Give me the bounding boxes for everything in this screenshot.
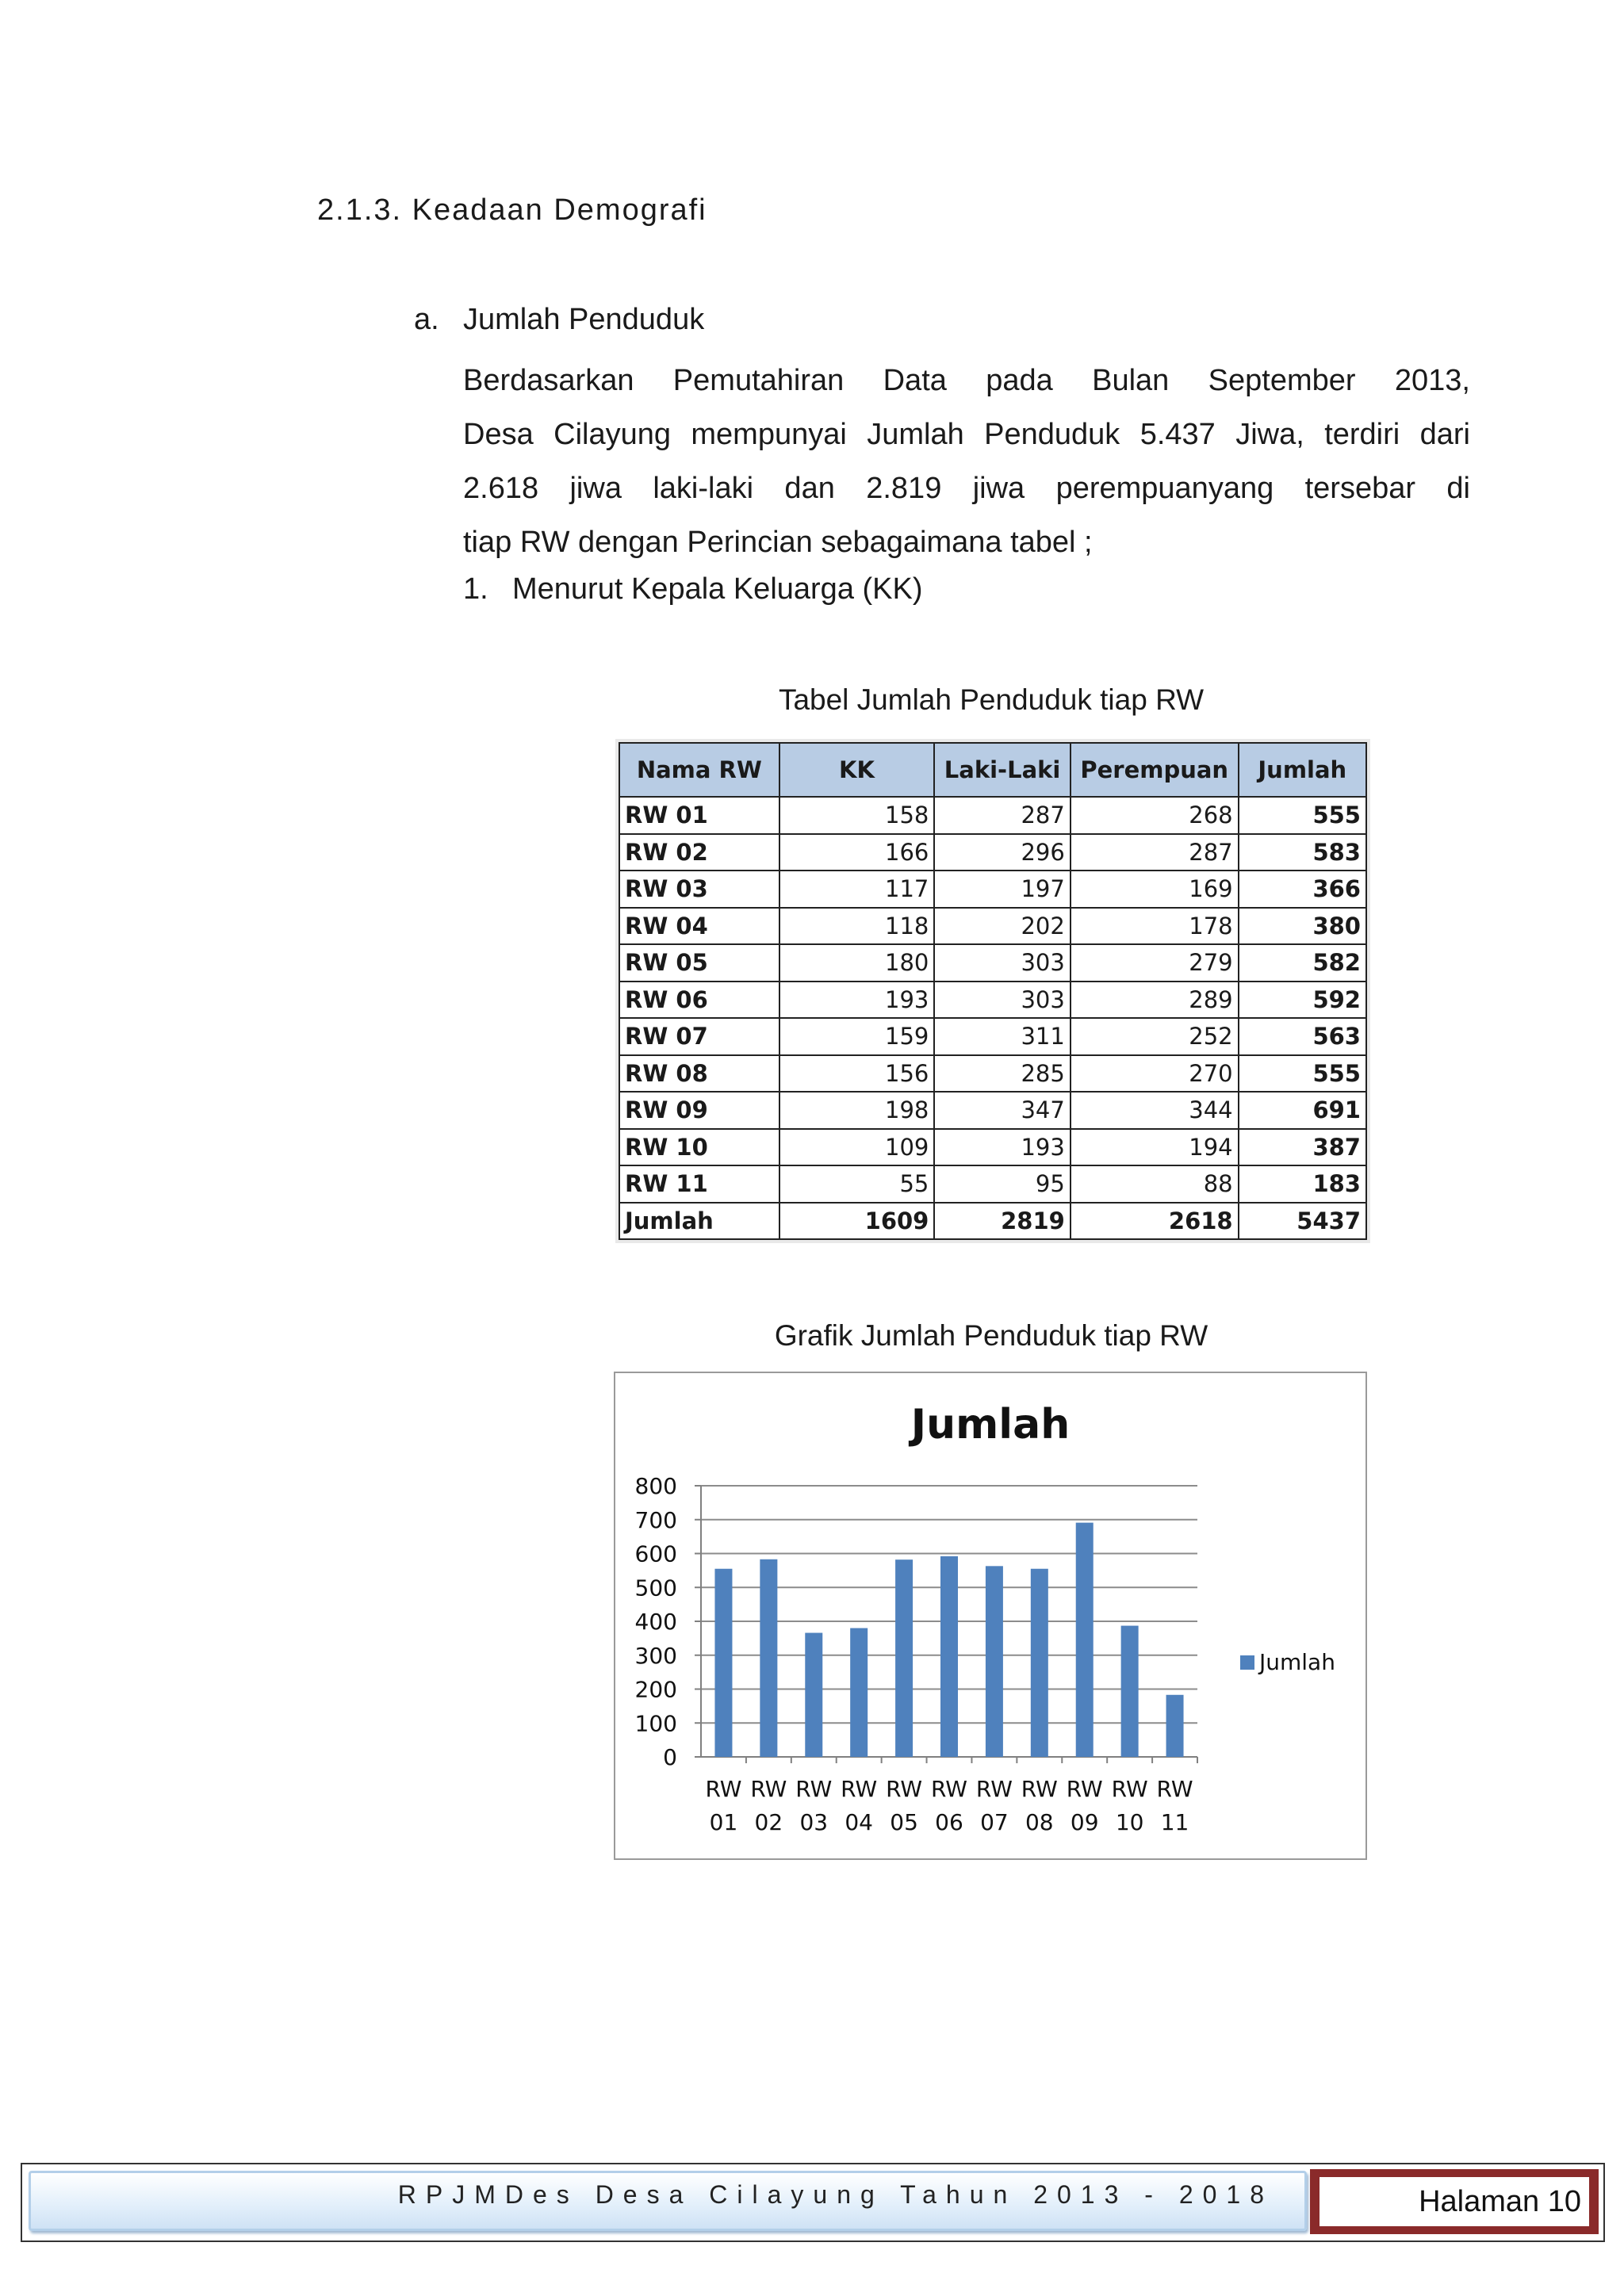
footer-text: RPJMDes Desa Cilayung Tahun 2013 - 2018 [397,2180,1274,2209]
subsection-title: Jumlah Penduduk [463,303,705,336]
table-cell: 158 [779,797,935,834]
table-cell: 109 [779,1129,935,1166]
paragraph-line: 2.618 jiwa laki-laki dan 2.819 jiwa perempuanyang tersebar di [463,472,1470,505]
table-cell: 592 [1239,982,1366,1019]
table-cell: 2618 [1071,1203,1239,1240]
table-cell: 2819 [934,1203,1070,1240]
table-cell: 303 [934,982,1070,1019]
rw-name-cell: RW 02 [619,834,779,871]
x-tick-label: RW 08 [1021,1776,1058,1835]
list-item-number: 1. [463,572,488,606]
legend-label: Jumlah [1259,1649,1335,1675]
y-tick-label: 500 [634,1575,677,1601]
column-header: Laki-Laki [934,743,1070,797]
table-cell: 366 [1239,871,1366,908]
bar [805,1633,822,1757]
column-header: Perempuan [1071,743,1239,797]
bar [986,1566,1003,1757]
x-tick-label: RW 06 [930,1776,968,1835]
rw-name-cell: RW 11 [619,1165,779,1203]
y-tick-label: 600 [634,1540,677,1567]
rw-name-cell: Jumlah [619,1203,779,1240]
table-row [619,1055,1366,1093]
table-cell: 117 [779,871,935,908]
bar [940,1556,958,1757]
rw-name-cell: RW 09 [619,1092,779,1129]
bar [714,1569,732,1757]
rw-name-cell: RW 05 [619,944,779,982]
column-header: Nama RW [619,743,779,797]
bar [760,1559,777,1757]
rw-name-cell: RW 10 [619,1129,779,1166]
rw-name-cell: RW 01 [619,797,779,834]
chart-title: Jumlah [910,1401,1071,1448]
page-number: Halaman 10 [1320,2177,1589,2226]
table-cell: 5437 [1239,1203,1366,1240]
x-tick-label: RW 09 [1066,1776,1103,1835]
table-cell: 193 [934,1129,1070,1166]
table-cell: 555 [1239,797,1366,834]
y-tick-label: 700 [634,1506,677,1533]
table-cell: 197 [934,871,1070,908]
subsection-heading [414,303,704,337]
table-cell: 583 [1239,834,1366,871]
y-tick-label: 0 [663,1744,677,1770]
table-cell: 296 [934,834,1070,871]
table-cell: 159 [779,1018,935,1055]
table-cell: 347 [934,1092,1070,1129]
list-item-text: Menurut Kepala Keluarga (KK) [512,572,923,606]
table-row [619,834,1366,871]
rw-name-cell: RW 08 [619,1055,779,1093]
population-table-frame [615,739,1370,1243]
table-row [619,1018,1366,1055]
table-cell: 311 [934,1018,1070,1055]
bar-chart [614,1372,1367,1860]
column-header: Jumlah [1239,743,1366,797]
table-cell: 193 [779,982,935,1019]
rw-name-cell: RW 04 [619,908,779,945]
y-tick-label: 200 [634,1676,677,1703]
population-table [619,742,1367,1240]
table-cell: 88 [1071,1165,1239,1203]
x-tick-label: RW 07 [975,1776,1013,1835]
table-cell: 303 [934,944,1070,982]
table-cell: 169 [1071,871,1239,908]
table-cell: 289 [1071,982,1239,1019]
legend-swatch [1240,1655,1254,1670]
table-cell: 1609 [779,1203,935,1240]
x-tick-label: RW 10 [1111,1776,1148,1835]
table-cell: 202 [934,908,1070,945]
table-cell: 691 [1239,1092,1366,1129]
table-cell: 198 [779,1092,935,1129]
y-tick-label: 400 [634,1609,677,1635]
list-item [463,572,923,607]
table-cell: 156 [779,1055,935,1093]
paragraph-line: Desa Cilayung mempunyai Jumlah Penduduk 5.437 Jiwa, terdiri dari [463,418,1470,451]
bar [1076,1523,1094,1757]
chart-canvas [615,1373,1365,1858]
table-total-row [619,1203,1366,1240]
y-tick-label: 800 [634,1473,677,1499]
intro-paragraph [463,354,1470,569]
table-cell: 279 [1071,944,1239,982]
page-number-box [1310,2169,1599,2234]
table-row [619,797,1366,834]
x-tick-label: RW 04 [841,1776,878,1835]
bar [1121,1626,1139,1757]
table-cell: 582 [1239,944,1366,982]
rw-name-cell: RW 03 [619,871,779,908]
table-cell: 380 [1239,908,1366,945]
bar [1031,1569,1048,1757]
paragraph-line: tiap RW dengan Perincian sebagaimana tabel ; [463,526,1093,559]
subsection-number: a. [414,303,439,336]
table-cell: 287 [1071,834,1239,871]
table-cell: 387 [1239,1129,1366,1166]
rw-name-cell: RW 06 [619,982,779,1019]
table-header-row [619,743,1366,797]
bar [895,1559,913,1757]
table-cell: 95 [934,1165,1070,1203]
table-cell: 55 [779,1165,935,1203]
table-caption: Tabel Jumlah Penduduk tiap RW [778,683,1205,716]
table-row [619,1092,1366,1129]
y-tick-label: 300 [634,1642,677,1669]
rw-name-cell: RW 07 [619,1018,779,1055]
bar [1166,1695,1184,1757]
table-cell: 178 [1071,908,1239,945]
table-cell: 252 [1071,1018,1239,1055]
table-cell: 555 [1239,1055,1366,1093]
table-row [619,944,1366,982]
table-cell: 344 [1071,1092,1239,1129]
x-tick-label: RW 02 [750,1776,787,1835]
section-title: 2.1.3. Keadaan Demografi [317,193,707,227]
table-cell: 183 [1239,1165,1366,1203]
table-cell: 268 [1071,797,1239,834]
table-row [619,1129,1366,1166]
table-cell: 194 [1071,1129,1239,1166]
table-cell: 285 [934,1055,1070,1093]
table-cell: 270 [1071,1055,1239,1093]
y-tick-label: 100 [634,1710,677,1737]
table-cell: 118 [779,908,935,945]
table-row [619,1165,1366,1203]
table-cell: 287 [934,797,1070,834]
x-tick-label: RW 11 [1156,1776,1193,1835]
table-row [619,982,1366,1019]
bar [850,1628,868,1757]
x-tick-label: RW 05 [886,1776,923,1835]
x-tick-label: RW 03 [795,1776,833,1835]
chart-caption: Grafik Jumlah Penduduk tiap RW [774,1319,1208,1352]
paragraph-line: Berdasarkan Pemutahiran Data pada Bulan September 2013, [463,364,1470,397]
table-row [619,871,1366,908]
table-row [619,908,1366,945]
column-header: KK [779,743,935,797]
table-cell: 563 [1239,1018,1366,1055]
table-cell: 180 [779,944,935,982]
x-tick-label: RW 01 [705,1776,742,1835]
table-cell: 166 [779,834,935,871]
